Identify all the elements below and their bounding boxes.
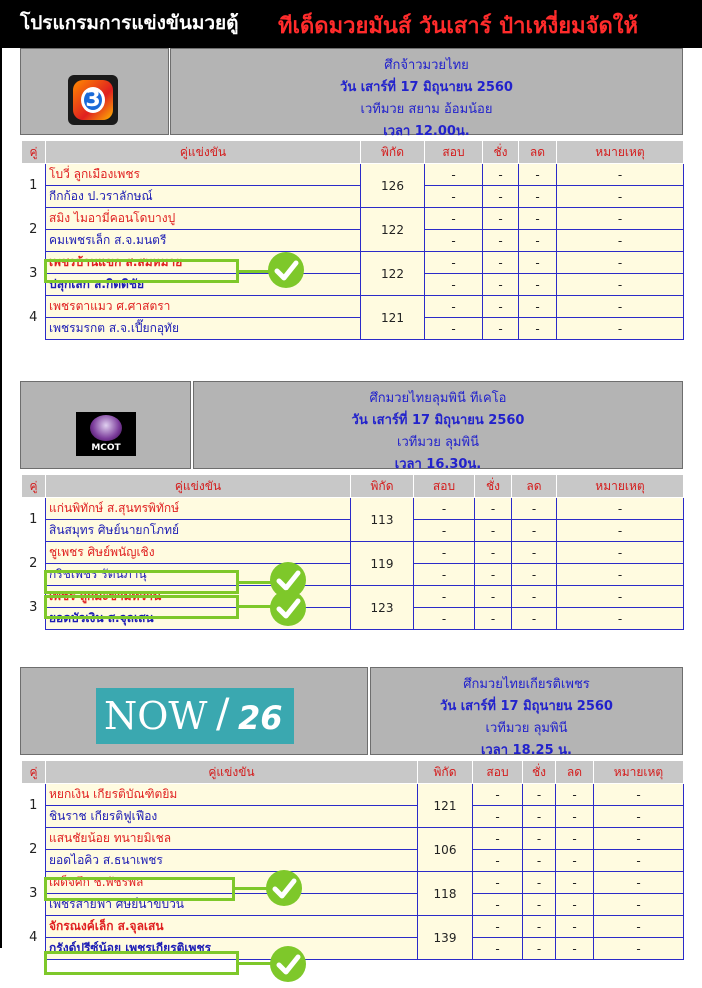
now26-logo-box <box>20 667 368 755</box>
pick-connector <box>238 962 272 965</box>
blue-fighter: เพชรสายฟ้า ศิษย์น้าขบวน <box>46 894 418 916</box>
weight-value: 119 <box>351 542 414 586</box>
scale-value: - <box>483 318 519 340</box>
col-drop: ลด <box>519 141 557 164</box>
note-value: - <box>594 938 684 960</box>
scale-value: - <box>523 872 556 894</box>
drop-value: - <box>556 872 594 894</box>
scale-value: - <box>523 806 556 828</box>
mcot-logo <box>76 412 136 456</box>
table-row <box>22 498 684 520</box>
scale-value: - <box>523 850 556 872</box>
scale-value: - <box>523 828 556 850</box>
fight-table-ch3 <box>21 140 684 340</box>
blue-fighter: คมเพชรเล็ก ส.จ.มนตรี <box>46 230 361 252</box>
pair-number: 2 <box>22 828 46 872</box>
pair-number: 1 <box>22 164 46 208</box>
blue-fighter: กีกก้อง ป.วราลักษณ์ <box>46 186 361 208</box>
scale-value: - <box>483 186 519 208</box>
drop-value: - <box>556 938 594 960</box>
red-fighter: เพชรตาแมว ศ.ศาสตรา <box>46 296 361 318</box>
col-weight: พิกัด <box>351 475 414 498</box>
scale-value: - <box>523 784 556 806</box>
scale-value: - <box>483 274 519 296</box>
weight-value: 106 <box>418 828 473 872</box>
table-header <box>22 761 684 784</box>
page-title: โปรแกรมการแข่งขันมวยตู้ <box>20 12 239 34</box>
event-venue: เวทีมวย ลุมพินี <box>485 721 568 736</box>
odds-value: - <box>473 916 523 938</box>
blue-fighter: ยอดบัวเงิน ส.จุลเสน <box>46 608 351 630</box>
col-scale: ชั่ง <box>483 141 519 164</box>
scale-value: - <box>475 542 512 564</box>
check-icon <box>266 870 302 906</box>
drop-value: - <box>512 586 557 608</box>
weight-value: 113 <box>351 498 414 542</box>
ch3-event-info <box>170 48 683 139</box>
left-border <box>0 48 2 948</box>
note-value: - <box>557 564 684 586</box>
drop-value: - <box>556 828 594 850</box>
note-value: - <box>557 252 684 274</box>
check-icon <box>270 590 306 626</box>
table-row <box>22 850 684 872</box>
col-scale: ชั่ง <box>523 761 556 784</box>
col-note: หมายเหตุ <box>594 761 684 784</box>
red-fighter: แสนชัยน้อย ทนายมิเชล <box>46 828 418 850</box>
odds-value: - <box>414 586 475 608</box>
weight-value: 139 <box>418 916 473 960</box>
odds-value: - <box>425 208 483 230</box>
table-row <box>22 164 684 186</box>
check-icon <box>270 946 306 982</box>
pick-highlight <box>44 951 239 975</box>
blue-fighter: เพชรมรกต ส.จ.เปี๊ยกอุทัย <box>46 318 361 340</box>
pair-number: 2 <box>22 208 46 252</box>
weight-value: 122 <box>361 252 425 296</box>
odds-value: - <box>414 498 475 520</box>
note-value: - <box>557 608 684 630</box>
note-value: - <box>557 586 684 608</box>
scale-value: - <box>475 608 512 630</box>
event-name: ศึกมวยไทยลุมพินี ทีเคโอ <box>369 391 507 406</box>
blue-fighter: ชินราช เกียรติฟูเฟือง <box>46 806 418 828</box>
drop-value: - <box>556 916 594 938</box>
scale-value: - <box>483 164 519 186</box>
table-row <box>22 230 684 252</box>
blue-fighter: กริชเพชร รัตนภานุ <box>46 564 351 586</box>
pick-connector <box>238 270 270 273</box>
note-value: - <box>557 520 684 542</box>
odds-value: - <box>473 938 523 960</box>
table-row <box>22 542 684 564</box>
table-row <box>22 916 684 938</box>
scale-value: - <box>523 894 556 916</box>
table-header <box>22 141 684 164</box>
blue-fighter: ยอดไอคิว ส.ธนาเพชร <box>46 850 418 872</box>
col-note: หมายเหตุ <box>557 141 684 164</box>
pair-number: 3 <box>22 586 46 630</box>
note-value: - <box>557 186 684 208</box>
drop-value: - <box>556 784 594 806</box>
pair-number: 1 <box>22 784 46 828</box>
drop-value: - <box>512 542 557 564</box>
scale-value: - <box>483 252 519 274</box>
note-value: - <box>557 296 684 318</box>
check-icon <box>268 252 304 288</box>
note-value: - <box>594 806 684 828</box>
col-odds: สอบ <box>425 141 483 164</box>
odds-value: - <box>425 164 483 186</box>
event-time: เวลา 12.00น. <box>383 124 470 139</box>
odds-value: - <box>473 850 523 872</box>
odds-value: - <box>414 542 475 564</box>
now26-logo <box>96 688 294 744</box>
odds-value: - <box>414 520 475 542</box>
odds-value: - <box>425 252 483 274</box>
table-row <box>22 784 684 806</box>
pick-connector <box>238 581 272 584</box>
pair-number: 3 <box>22 252 46 296</box>
col-odds: สอบ <box>473 761 523 784</box>
drop-value: - <box>519 274 557 296</box>
pick-highlight <box>44 595 239 619</box>
drop-value: - <box>512 608 557 630</box>
event-date: วัน เสาร์ที่ 17 มิถุนายน 2560 <box>340 80 513 95</box>
red-fighter: จักรณงค์เล็ก ส.จุลเสน <box>46 916 418 938</box>
weight-value: 123 <box>351 586 414 630</box>
now26-slash: / <box>216 691 230 737</box>
note-value: - <box>594 850 684 872</box>
table-row <box>22 296 684 318</box>
page-header <box>0 0 702 48</box>
pair-number: 4 <box>22 916 46 960</box>
col-odds: สอบ <box>414 475 475 498</box>
fight-table-now26 <box>21 760 684 960</box>
drop-value: - <box>519 208 557 230</box>
drop-value: - <box>512 520 557 542</box>
weight-value: 121 <box>418 784 473 828</box>
note-value: - <box>557 542 684 564</box>
col-note: หมายเหตุ <box>557 475 684 498</box>
weight-value: 118 <box>418 872 473 916</box>
scale-value: - <box>475 498 512 520</box>
pick-highlight <box>44 570 239 594</box>
red-fighter: เพชรบ้านแขก ส.สมหมาย <box>46 252 361 274</box>
scale-value: - <box>483 296 519 318</box>
col-drop: ลด <box>512 475 557 498</box>
weight-value: 122 <box>361 208 425 252</box>
red-fighter: ชูเพชร ศิษย์พนัญเชิง <box>46 542 351 564</box>
red-fighter: เผด็จศึก ช.พัชรพล <box>46 872 418 894</box>
blue-fighter: ปลุกเสก ส.กิตติชัย <box>46 274 361 296</box>
event-date: วัน เสาร์ที่ 17 มิถุนายน 2560 <box>351 413 525 428</box>
odds-value: - <box>425 230 483 252</box>
odds-value: - <box>473 784 523 806</box>
mcot-logo-text: MCOT <box>91 443 121 453</box>
col-weight: พิกัด <box>418 761 473 784</box>
blue-fighter: กรังด์ปรีซ์น้อย เพชรเกียรติเพชร <box>46 938 418 960</box>
drop-value: - <box>519 318 557 340</box>
mcot-event-info <box>193 381 683 472</box>
odds-value: - <box>425 318 483 340</box>
note-value: - <box>557 164 684 186</box>
odds-value: - <box>473 828 523 850</box>
note-value: - <box>594 784 684 806</box>
red-fighter: เพชร ลูกมะขามหวาน <box>46 586 351 608</box>
odds-value: - <box>414 608 475 630</box>
red-fighter: แก่นพิทักษ์ ส.สุนทรพิทักษ์ <box>46 498 351 520</box>
drop-value: - <box>519 186 557 208</box>
col-fighters: คู่แข่งขัน <box>46 761 418 784</box>
scale-value: - <box>475 586 512 608</box>
scale-value: - <box>483 208 519 230</box>
weight-value: 121 <box>361 296 425 340</box>
note-value: - <box>594 916 684 938</box>
table-row <box>22 208 684 230</box>
scale-value: - <box>523 938 556 960</box>
pair-number: 3 <box>22 872 46 916</box>
note-value: - <box>557 498 684 520</box>
event-venue: เวทีมวย สยาม อ้อมน้อย <box>360 102 493 117</box>
drop-value: - <box>556 806 594 828</box>
table-header <box>22 475 684 498</box>
table-row <box>22 828 684 850</box>
col-pair: คู่ <box>22 761 46 784</box>
scale-value: - <box>475 564 512 586</box>
scale-value: - <box>483 230 519 252</box>
blue-fighter: สินสมุทร ศิษย์นายกโภทย์ <box>46 520 351 542</box>
note-value: - <box>594 828 684 850</box>
drop-value: - <box>519 164 557 186</box>
col-fighters: คู่แข่งขัน <box>46 475 351 498</box>
odds-value: - <box>414 564 475 586</box>
col-pair: คู่ <box>22 141 46 164</box>
pick-highlight <box>44 877 235 901</box>
col-scale: ชั่ง <box>475 475 512 498</box>
note-value: - <box>557 274 684 296</box>
table-row <box>22 806 684 828</box>
table-row <box>22 318 684 340</box>
event-name: ศึกมวยไทยเกียรติเพชร <box>463 677 590 692</box>
pick-connector <box>234 887 268 890</box>
now26-event-info <box>370 667 683 758</box>
ch3-logo-box <box>20 48 169 135</box>
odds-value: - <box>473 894 523 916</box>
odds-value: - <box>425 186 483 208</box>
red-fighter: สมิง ไมอามี่คอนโดบางปู <box>46 208 361 230</box>
event-time: เวลา 18.25 น. <box>480 743 572 758</box>
col-drop: ลด <box>556 761 594 784</box>
now26-logo-text: NOW <box>104 694 208 738</box>
weight-value: 126 <box>361 164 425 208</box>
pair-number: 1 <box>22 498 46 542</box>
pick-highlight <box>44 259 239 283</box>
table-row <box>22 186 684 208</box>
event-name: ศึกจ้าวมวยไทย <box>384 58 469 73</box>
event-date: วัน เสาร์ที่ 17 มิถุนายน 2560 <box>440 699 613 714</box>
pair-number: 4 <box>22 296 46 340</box>
col-pair: คู่ <box>22 475 46 498</box>
drop-value: - <box>519 296 557 318</box>
drop-value: - <box>519 230 557 252</box>
odds-value: - <box>473 806 523 828</box>
note-value: - <box>594 872 684 894</box>
drop-value: - <box>519 252 557 274</box>
odds-value: - <box>425 296 483 318</box>
odds-value: - <box>473 872 523 894</box>
event-time: เวลา 16.30น. <box>394 457 482 472</box>
red-fighter: หยกเงิน เกียรติบัณฑิตยิม <box>46 784 418 806</box>
event-venue: เวทีมวย ลุมพินี <box>397 435 479 450</box>
col-weight: พิกัด <box>361 141 425 164</box>
pair-number: 2 <box>22 542 46 586</box>
mcot-logo-box <box>20 381 191 469</box>
pick-connector <box>238 605 272 608</box>
note-value: - <box>594 894 684 916</box>
scale-value: - <box>475 520 512 542</box>
drop-value: - <box>512 498 557 520</box>
drop-value: - <box>512 564 557 586</box>
drop-value: - <box>556 894 594 916</box>
note-value: - <box>557 318 684 340</box>
scale-value: - <box>523 916 556 938</box>
red-fighter: โบวี่ ลูกเมืองเพชร <box>46 164 361 186</box>
odds-value: - <box>425 274 483 296</box>
page-tagline: ทีเด็ดมวยมันส์ วันเสาร์ ป๋าเหงี่ยมจัดให้ <box>278 14 639 39</box>
col-fighters: คู่แข่งขัน <box>46 141 361 164</box>
note-value: - <box>557 230 684 252</box>
note-value: - <box>557 208 684 230</box>
ch3-logo: 3 <box>68 75 118 125</box>
now26-logo-number: 26 <box>238 699 283 737</box>
drop-value: - <box>556 850 594 872</box>
